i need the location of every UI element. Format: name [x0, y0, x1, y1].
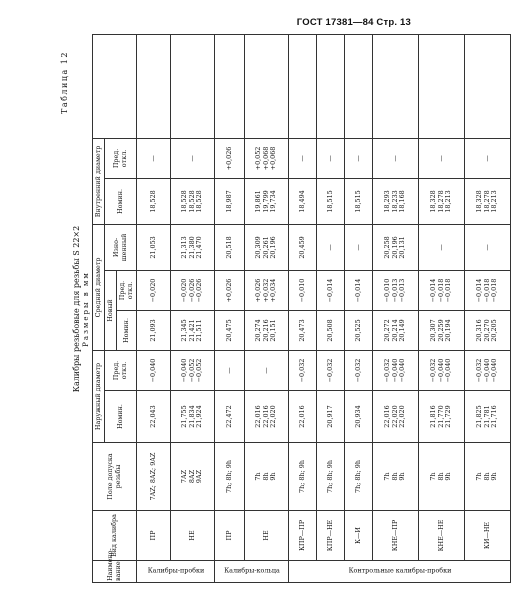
group-label: Контрольные калибры-пробки [348, 566, 451, 575]
cell-value: 22,016 [297, 405, 306, 428]
cell-kind: НЕ [245, 511, 289, 561]
cell-value: −0,013 [398, 278, 407, 303]
group-plug [137, 561, 215, 583]
cell-value: −0,032 [297, 358, 306, 383]
cell-value: −0,040 [444, 358, 453, 383]
table-row [373, 34, 419, 582]
header-middle-diameter: Средний диаметр [93, 224, 105, 350]
cell-value: +0,034 [269, 278, 278, 303]
cell-inner-dev [289, 138, 317, 178]
cell-kind: КПР—НЕ [317, 511, 345, 561]
cell-value: 18,278 [436, 190, 445, 213]
cell-inner-dev [317, 138, 345, 178]
cell-value: −0,040 [482, 358, 491, 383]
cell-value: — [482, 244, 491, 251]
cell-value: — [148, 155, 157, 162]
cell-value: −0,026 [187, 278, 196, 303]
header-blank [93, 34, 137, 138]
cell-value: −0,014 [475, 278, 484, 303]
cell-value: +0,032 [261, 278, 270, 303]
cell-blank [419, 34, 465, 138]
cell-value: −0,032 [429, 358, 438, 383]
cell-outer-nom [345, 391, 373, 443]
cell-middle-dev [345, 270, 373, 310]
cell-value: 20,917 [325, 405, 334, 428]
cell-blank [345, 34, 373, 138]
cell-outer-nom [289, 391, 317, 443]
table-row [419, 34, 465, 582]
cell-value: 21,755 [180, 405, 189, 428]
header-outer-diameter: Наружный диаметр [93, 350, 105, 442]
cell-middle-nom [171, 310, 215, 350]
cell-inner-dev [171, 138, 215, 178]
cell-value: −0,026 [195, 278, 204, 303]
cell-value: 20,270 [482, 319, 491, 342]
cell-value: 22,020 [390, 405, 399, 428]
cell-value: 19,734 [269, 190, 278, 213]
cell-kind: КНЕ—ПР [373, 511, 419, 561]
cell-value: −0,040 [390, 358, 399, 383]
cell-value: — [325, 155, 334, 162]
cell-value: 7h; 8h; 9h [325, 460, 334, 493]
units-note: Размеры в мм [82, 271, 90, 347]
cell-value: 18,233 [390, 190, 399, 213]
cell-value: — [436, 244, 445, 251]
cell-value: −0,013 [390, 278, 399, 303]
cell-inner-dev [345, 138, 373, 178]
cell-inner-nom [215, 178, 245, 224]
cell-value: 19,799 [261, 190, 270, 213]
cell-value: 21,093 [148, 319, 157, 342]
cell-value: 18,528 [180, 190, 189, 213]
cell-inner-dev [465, 138, 511, 178]
cell-value: −0,014 [325, 278, 334, 303]
cell-tolerance [245, 443, 289, 511]
cell-value: 9h [444, 472, 453, 481]
cell-inner-dev [245, 138, 289, 178]
cell-value: 18,528 [187, 190, 196, 213]
cell-value: 18,528 [148, 190, 157, 213]
cell-middle-dev [171, 270, 215, 310]
header-inner-dev: Пред. откл. [105, 138, 137, 178]
cell-value: 7h [254, 472, 263, 481]
cell-outer-nom [419, 391, 465, 443]
cell-kind: НЕ [171, 511, 215, 561]
table-caption: Калибры резьбовые для резьбы S 22×2 [72, 225, 81, 393]
cell-inner-dev [137, 138, 171, 178]
cell-tolerance [171, 443, 215, 511]
cell-middle-dev [465, 270, 511, 310]
cell-middle-dev [245, 270, 289, 310]
cell-kind: К—И [345, 511, 373, 561]
cell-kind: КПР—ПР [289, 511, 317, 561]
cell-blank [373, 34, 419, 138]
cell-value: 19,861 [254, 190, 263, 213]
cell-value: −0,018 [482, 278, 491, 303]
cell-value: 20,934 [353, 405, 362, 428]
cell-value: 20,525 [353, 319, 362, 342]
cell-value: 18,168 [398, 190, 407, 213]
cell-inner-nom [289, 178, 317, 224]
cell-kind: ПР [215, 511, 245, 561]
cell-tolerance [289, 443, 317, 511]
cell-middle-dev [215, 270, 245, 310]
cell-middle-worn [465, 224, 511, 270]
cell-tolerance [345, 443, 373, 511]
cell-value: 18,515 [353, 190, 362, 213]
cell-kind: КНЕ—НЕ [419, 511, 465, 561]
cell-value: 20,216 [261, 319, 270, 342]
table-number: Таблица 12 [60, 51, 69, 114]
cell-inner-nom [245, 178, 289, 224]
cell-inner-nom [345, 178, 373, 224]
cell-middle-nom [245, 310, 289, 350]
cell-value: — [297, 155, 306, 162]
cell-value: −0,040 [148, 358, 157, 383]
header-inner-diameter: Внутренний диаметр [93, 138, 105, 224]
cell-inner-nom [137, 178, 171, 224]
cell-middle-nom [345, 310, 373, 350]
cell-value: 18,278 [482, 190, 491, 213]
cell-value: 21,770 [436, 405, 445, 428]
table-row [317, 34, 345, 582]
cell-outer-dev [419, 350, 465, 390]
cell-middle-worn [171, 224, 215, 270]
cell-value: +0,026 [224, 146, 233, 171]
cell-value: 7AZ; 8AZ; 9AZ [148, 452, 157, 501]
cell-value: 9h [269, 472, 278, 481]
cell-outer-dev [245, 350, 289, 390]
cell-value: 20,196 [269, 236, 278, 259]
cell-middle-worn [137, 224, 171, 270]
cell-value: 21,816 [429, 405, 438, 428]
cell-middle-dev [373, 270, 419, 310]
cell-value: 7h; 8h; 9h [224, 460, 233, 493]
header-kind: Вид калибра [93, 511, 137, 561]
cell-blank [215, 34, 245, 138]
cell-value: 7h [475, 472, 484, 481]
cell-value: −0,018 [436, 278, 445, 303]
cell-value: — [224, 367, 233, 374]
cell-kind: КИ—НЕ [465, 511, 511, 561]
cell-middle-worn [419, 224, 465, 270]
cell-value: −0,010 [297, 278, 306, 303]
cell-value: 8h [261, 472, 270, 481]
cell-value: 8h [436, 472, 445, 481]
cell-value: 21,781 [482, 405, 491, 428]
calibre-table [92, 34, 511, 583]
cell-value: 21,511 [195, 319, 204, 342]
cell-value: −0,040 [180, 358, 189, 383]
cell-value: 9h [490, 472, 499, 481]
cell-outer-dev [317, 350, 345, 390]
cell-value: −0,010 [383, 278, 392, 303]
cell-value: 20,194 [444, 319, 453, 342]
cell-outer-nom [215, 391, 245, 443]
cell-value: 9h [398, 472, 407, 481]
cell-outer-dev [465, 350, 511, 390]
cell-middle-nom [215, 310, 245, 350]
cell-value: 20,259 [436, 319, 445, 342]
cell-inner-nom [373, 178, 419, 224]
cell-value: −0,040 [490, 358, 499, 383]
cell-value: 8AZ [187, 469, 196, 484]
cell-value: 20,518 [224, 236, 233, 259]
cell-value: 18,213 [490, 190, 499, 213]
cell-outer-nom [245, 391, 289, 443]
cell-value: 21,421 [187, 319, 196, 342]
cell-value: — [390, 155, 399, 162]
cell-value: −0,018 [444, 278, 453, 303]
table-body [137, 34, 511, 582]
header-inner-nom: Номин. [105, 178, 137, 224]
cell-value: −0,014 [429, 278, 438, 303]
cell-value: 21,834 [187, 405, 196, 428]
table-row [289, 34, 317, 582]
cell-middle-nom [373, 310, 419, 350]
cell-value: 22,020 [269, 405, 278, 428]
cell-value: 20,307 [429, 319, 438, 342]
cell-value: 18,987 [224, 190, 233, 213]
cell-blank [245, 34, 289, 138]
cell-middle-dev [137, 270, 171, 310]
cell-value: +0,026 [254, 278, 263, 303]
rotated-table-frame [60, 35, 499, 583]
cell-value: 22,043 [148, 405, 157, 428]
group-ring [215, 561, 289, 583]
cell-value: −0,052 [195, 358, 204, 383]
cell-outer-dev [373, 350, 419, 390]
cell-value: +0,068 [269, 146, 278, 171]
cell-value: — [261, 367, 270, 374]
cell-outer-dev [137, 350, 171, 390]
cell-value: 21,729 [444, 405, 453, 428]
cell-value: −0,032 [475, 358, 484, 383]
cell-value: 20,196 [390, 236, 399, 259]
cell-value: 22,016 [383, 405, 392, 428]
cell-value: 20,149 [398, 319, 407, 342]
group-label: Калибры-пробки [147, 566, 204, 575]
group-label: Калибры-кольца [223, 566, 280, 575]
cell-tolerance [373, 443, 419, 511]
cell-value: 7h [383, 472, 392, 481]
cell-value: 21,345 [180, 319, 189, 342]
cell-value: 21,053 [148, 236, 157, 259]
cell-value: 18,328 [429, 190, 438, 213]
cell-value: 18,328 [475, 190, 484, 213]
cell-middle-nom [289, 310, 317, 350]
cell-inner-nom [419, 178, 465, 224]
cell-value: 22,016 [261, 405, 270, 428]
cell-value: −0,014 [353, 278, 362, 303]
cell-value: −0,018 [490, 278, 499, 303]
header-outer-nom: Номин. [105, 391, 137, 443]
cell-middle-worn [317, 224, 345, 270]
cell-middle-dev [317, 270, 345, 310]
table-row [171, 34, 215, 582]
cell-tolerance [137, 443, 171, 511]
cell-value: −0,020 [180, 278, 189, 303]
cell-value: 20,272 [383, 319, 392, 342]
cell-value: 20,475 [224, 319, 233, 342]
cell-value: 18,213 [444, 190, 453, 213]
cell-value: 21,924 [195, 405, 204, 428]
cell-middle-dev [289, 270, 317, 310]
cell-inner-dev [419, 138, 465, 178]
cell-value: −0,032 [383, 358, 392, 383]
cell-outer-dev [289, 350, 317, 390]
cell-value: 21,313 [180, 236, 189, 259]
cell-value: 8h [390, 472, 399, 481]
cell-value: −0,032 [325, 358, 334, 383]
cell-value: — [436, 155, 445, 162]
cell-inner-dev [215, 138, 245, 178]
header-tolerance: Поле допуска резьбы [93, 443, 137, 511]
cell-value: +0,052 [254, 146, 263, 171]
cell-middle-nom [137, 310, 171, 350]
cell-outer-dev [215, 350, 245, 390]
header-middle-dev: Пред. откл. [117, 270, 137, 310]
cell-value: 22,016 [254, 405, 263, 428]
cell-middle-nom [317, 310, 345, 350]
cell-value: 18,494 [297, 190, 306, 213]
cell-value: −0,040 [436, 358, 445, 383]
cell-middle-worn [245, 224, 289, 270]
cell-value: −0,040 [398, 358, 407, 383]
header-middle-nom: Номин. [117, 310, 137, 350]
cell-value: 20,274 [254, 319, 263, 342]
cell-value: 21,470 [195, 236, 204, 259]
cell-value: 21,380 [187, 236, 196, 259]
header-name: Наимено-вание [93, 561, 137, 583]
cell-outer-dev [345, 350, 373, 390]
cell-value: 20,473 [297, 319, 306, 342]
group-control [289, 561, 511, 583]
cell-value: −0,052 [187, 358, 196, 383]
cell-value: 20,508 [325, 319, 334, 342]
cell-value: −0,032 [353, 358, 362, 383]
cell-value: 20,205 [490, 319, 499, 342]
cell-value: 20,261 [261, 236, 270, 259]
cell-middle-dev [419, 270, 465, 310]
cell-value: — [482, 155, 491, 162]
cell-tolerance [419, 443, 465, 511]
cell-tolerance [215, 443, 245, 511]
header-outer-dev: Пред. откл. [105, 350, 137, 390]
cell-value: 18,293 [383, 190, 392, 213]
page-header: ГОСТ 17381—84 Стр. 13 [296, 17, 411, 28]
cell-value: — [187, 155, 196, 162]
cell-inner-dev [373, 138, 419, 178]
cell-outer-nom [317, 391, 345, 443]
header-new: Новый [105, 270, 117, 350]
cell-value: 20,214 [390, 319, 399, 342]
cell-value: 9AZ [195, 469, 204, 484]
cell-middle-worn [215, 224, 245, 270]
cell-value: 21,825 [475, 405, 484, 428]
cell-outer-nom [171, 391, 215, 443]
cell-kind: ПР [137, 511, 171, 561]
cell-value: — [353, 244, 362, 251]
cell-value: +0,026 [224, 278, 233, 303]
cell-inner-nom [465, 178, 511, 224]
cell-tolerance [465, 443, 511, 511]
cell-value: 20,151 [269, 319, 278, 342]
cell-value: 22,472 [224, 405, 233, 428]
cell-blank [171, 34, 215, 138]
cell-outer-nom [465, 391, 511, 443]
cell-value: 18,515 [325, 190, 334, 213]
cell-value: 22,020 [398, 405, 407, 428]
cell-inner-nom [317, 178, 345, 224]
cell-value: 8h [482, 472, 491, 481]
table-row [137, 34, 171, 582]
cell-blank [465, 34, 511, 138]
cell-middle-nom [465, 310, 511, 350]
cell-blank [317, 34, 345, 138]
cell-outer-dev [171, 350, 215, 390]
table-row [215, 34, 245, 582]
cell-middle-worn [289, 224, 317, 270]
table-row [465, 34, 511, 582]
cell-middle-worn [373, 224, 419, 270]
cell-outer-nom [373, 391, 419, 443]
cell-value: 7AZ [180, 469, 189, 484]
cell-middle-nom [419, 310, 465, 350]
cell-blank [289, 34, 317, 138]
cell-value: 7h; 8h; 9h [353, 460, 362, 493]
cell-outer-nom [137, 391, 171, 443]
cell-tolerance [317, 443, 345, 511]
cell-value: 20,459 [297, 236, 306, 259]
cell-middle-worn [345, 224, 373, 270]
cell-value: 20,316 [475, 319, 484, 342]
table-row [245, 34, 289, 582]
cell-value: 7h; 8h; 9h [297, 460, 306, 493]
cell-value: — [353, 155, 362, 162]
cell-blank [137, 34, 171, 138]
cell-value: +0,068 [261, 146, 270, 171]
cell-value: 7h [429, 472, 438, 481]
table-row [345, 34, 373, 582]
cell-value: — [325, 244, 334, 251]
cell-value: 20,258 [383, 236, 392, 259]
cell-value: 18,528 [195, 190, 204, 213]
cell-inner-nom [171, 178, 215, 224]
cell-value: 20,131 [398, 236, 407, 259]
cell-value: 20,309 [254, 236, 263, 259]
cell-value: 21,716 [490, 405, 499, 428]
cell-value: −0,020 [148, 278, 157, 303]
header-worn: Изно-шенный [105, 224, 137, 270]
